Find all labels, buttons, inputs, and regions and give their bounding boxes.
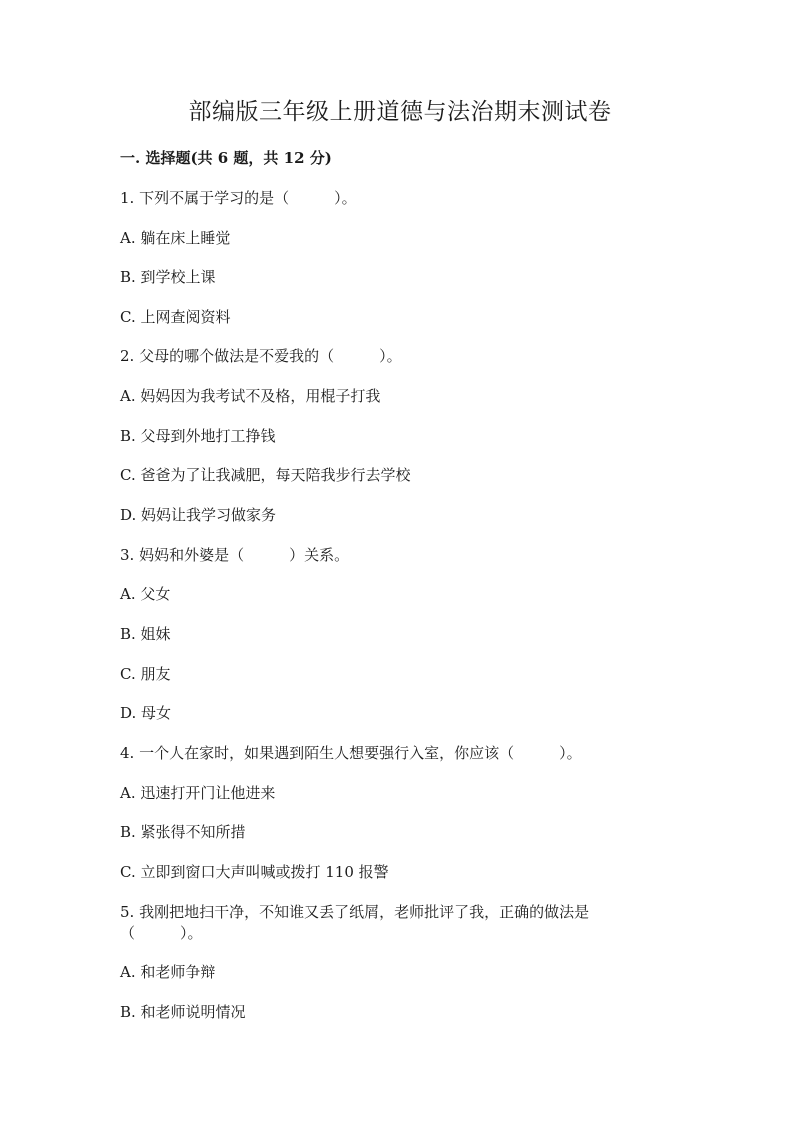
question-stem: 5. 我刚把地扫干净，不知谁又丢了纸屑，老师批评了我，正确的做法是 xyxy=(120,903,590,921)
page-title: 部编版三年级上册道德与法治期末测试卷 xyxy=(188,99,612,125)
answer-option: C. 上网查阅资料 xyxy=(120,308,231,326)
answer-option: D. 妈妈让我学习做家务 xyxy=(120,506,277,524)
question-stem: 3. 妈妈和外婆是（ ）关系。 xyxy=(120,546,350,564)
answer-option: A. 躺在床上睡觉 xyxy=(120,229,231,247)
answer-option: B. 到学校上课 xyxy=(120,268,216,286)
question-stem: 2. 父母的哪个做法是不爱我的（ ）。 xyxy=(120,347,402,365)
question-stem-continued: （ ）。 xyxy=(120,924,203,942)
answer-option: B. 紧张得不知所措 xyxy=(120,823,246,841)
section-header: 一. 选择题(共 6 题，共 12 分) xyxy=(120,149,332,167)
answer-option: B. 父母到外地打工挣钱 xyxy=(120,427,276,445)
answer-option: A. 迅速打开门让他进来 xyxy=(120,784,276,802)
answer-option: A. 妈妈因为我考试不及格，用棍子打我 xyxy=(120,387,381,405)
answer-option: C. 爸爸为了让我减肥，每天陪我步行去学校 xyxy=(120,466,411,484)
answer-option: A. 父女 xyxy=(120,585,171,603)
question-stem: 4. 一个人在家时，如果遇到陌生人想要强行入室，你应该（ ）。 xyxy=(120,744,582,762)
answer-option: D. 母女 xyxy=(120,704,172,722)
answer-option: C. 立即到窗口大声叫喊或拨打 110 报警 xyxy=(120,863,389,881)
answer-option: B. 姐妹 xyxy=(120,625,171,643)
question-stem: 1. 下列不属于学习的是（ ）。 xyxy=(120,189,357,207)
answer-option: C. 朋友 xyxy=(120,665,171,683)
answer-option: B. 和老师说明情况 xyxy=(120,1003,246,1021)
answer-option: A. 和老师争辩 xyxy=(120,963,216,981)
